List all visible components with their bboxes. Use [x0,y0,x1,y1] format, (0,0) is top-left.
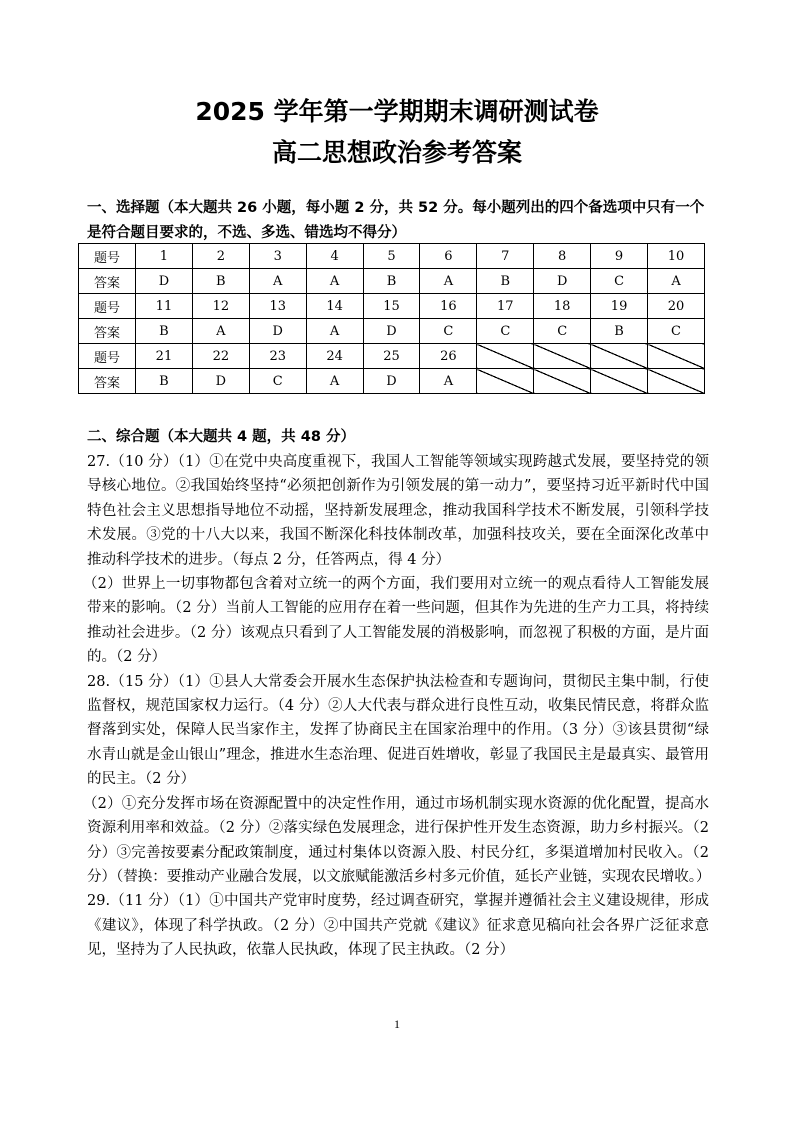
answer-cell: A [306,269,363,294]
question-row [79,244,705,269]
question-cell: 18 [534,294,591,319]
answer-cell: A [306,319,363,344]
answer-cell: D [136,269,193,294]
question-row-label: 题号 [79,294,136,319]
answer-cell: A [192,319,249,344]
question-cell: 1 [136,244,193,269]
empty-cell [648,344,705,369]
question-cell: 22 [192,344,249,369]
answer-cell: D [192,369,249,394]
answer-row-label: 答案 [79,369,136,394]
question-cell: 9 [591,244,648,269]
document-subtitle: 高二思想政治参考答案 [271,138,522,167]
section-1-heading: 一、选择题（本大题共 26 小题，每小题 2 分，共 52 分。每小题列出的四个备选项中只有一个是符合题目要求的，不选、多选、错选均不得分） [87,200,705,241]
question-cell: 6 [420,244,477,269]
empty-cell [477,369,534,394]
answer-paragraph: （2）世界上一切事物都包含着对立统一的两个方面，我们要用对立统一的观点看待人工智能发展带来的影响。（2 分）当前人工智能的应用存在着一些问题，但其作为先进的生产力工具，将持续推动社会进步。（2 分）该观点只看到了人工智能发展的消极影响，而忽视了积极的方面，是片面的。（2 分） [83,576,709,666]
answer-cell: D [363,369,420,394]
answer-paragraph: 29.（11 分）（1）①中国共产党审时度势，经过调查研究，掌握并遵循社会主义建设规律，形成《建议》，体现了科学执政。（2 分）②中国共产党就《建议》征求意见稿向社会各界广泛征求意见，坚持为了人民执政，依靠人民执政，体现了民主执政。（2 分） [87,893,709,959]
answer-cell: B [591,319,648,344]
question-cell: 12 [192,294,249,319]
question-cell: 8 [534,244,591,269]
question-cell: 11 [136,294,193,319]
answer-cell: A [420,269,477,294]
answer-cell: D [249,319,306,344]
answer-cell: C [420,319,477,344]
answer-cell: A [249,269,306,294]
answer-row [79,369,705,394]
question-cell: 3 [249,244,306,269]
answer-content [83,450,711,963]
section-2-heading: 二、综合题（本大题共 4 题，共 48 分） [87,429,355,445]
answer-cell: C [477,319,534,344]
answer-row [79,319,705,344]
empty-cell [534,369,591,394]
answer-cell: B [477,269,534,294]
answer-table [78,243,705,394]
answer-cell: B [192,269,249,294]
answer-cell: C [591,269,648,294]
question-cell: 17 [477,294,534,319]
empty-cell [648,369,705,394]
page-number: 1 [394,1017,400,1031]
empty-cell [591,344,648,369]
question-cell: 26 [420,344,477,369]
question-cell: 21 [136,344,193,369]
question-cell: 4 [306,244,363,269]
answer-paragraph: 27.（10 分）（1）①在党中央高度重视下，我国人工智能等领域实现跨越式发展，要坚持党的领导核心地位。②我国始终坚持“必须把创新作为引领发展的第一动力”，要坚持习近平新时代中国特色社会主义思想指导地位不动摇，坚持新发展理念，推动我国科学技术不断发展，引领科学技术发展。③党的十八大以来，我国不断深化科技体制改革，加强科技攻关，要在全面深化改革中推动科学技术的进步。（每点 2 分，任答两点，得 4 分） [87,454,709,568]
answer-row-label: 答案 [79,319,136,344]
answer-cell: D [363,319,420,344]
question-row [79,294,705,319]
question-cell: 10 [648,244,705,269]
answer-cell: A [420,369,477,394]
question-cell: 5 [363,244,420,269]
answer-paragraph: （2）①充分发挥市场在资源配置中的决定性作用，通过市场机制实现水资源的优化配置，提高水资源利用率和效益。（2 分）②落实绿色发展理念，进行保护性开发生态资源，助力乡村振兴。（2 分）③完善按要素分配政策制度，通过村集体以资源入股、村民分红，多渠道增加村民收入。（2 分）（替换：要推动产业融合发展，以文旅赋能激活乡村多元价值，延长产业链，实现农民增收。） [83,795,711,885]
empty-cell [534,344,591,369]
question-row-label: 题号 [79,344,136,369]
question-row [79,344,705,369]
question-cell: 19 [591,294,648,319]
question-cell: 14 [306,294,363,319]
answer-cell: B [136,369,193,394]
answer-cell: B [136,319,193,344]
answer-row-label: 答案 [79,269,136,294]
answer-cell: C [648,319,705,344]
question-cell: 24 [306,344,363,369]
question-row-label: 题号 [79,244,136,269]
question-cell: 23 [249,344,306,369]
question-cell: 7 [477,244,534,269]
empty-cell [477,344,534,369]
question-cell: 2 [192,244,249,269]
question-cell: 13 [249,294,306,319]
question-cell: 25 [363,344,420,369]
answer-cell: A [648,269,705,294]
answer-cell: A [306,369,363,394]
answer-paragraph: 28.（15 分）（1）①县人大常委会开展水生态保护执法检查和专题询问，贯彻民主集中制，行使监督权，规范国家权力运行。（4 分）②人大代表与群众进行良性互动，收集民情民意，将群众监督落到实处，保障人民当家作主，发挥了协商民主在国家治理中的作用。（3 分）③该县贯彻“绿水青山就是金山银山”理念，推进水生态治理、促进百姓增收，彰显了我国民主是最真实、最管用的民主。（2 分） [87,673,709,788]
answer-cell: B [363,269,420,294]
answer-cell: D [534,269,591,294]
question-cell: 15 [363,294,420,319]
empty-cell [591,369,648,394]
question-cell: 20 [648,294,705,319]
answer-cell: C [534,319,591,344]
answer-cell: C [249,369,306,394]
answer-row [79,269,705,294]
document-title: 2025 学年第一学期期末调研测试卷 [195,97,599,126]
question-cell: 16 [420,294,477,319]
